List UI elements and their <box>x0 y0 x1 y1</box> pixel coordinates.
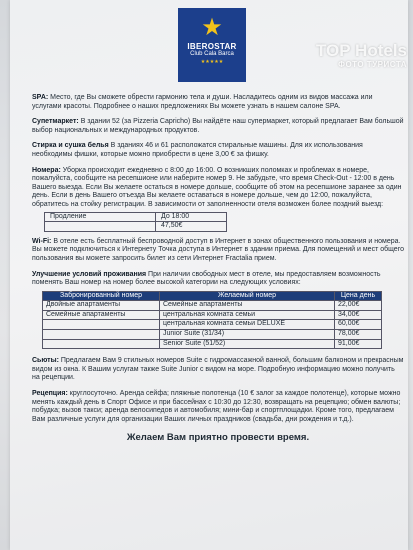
table-row <box>43 339 382 349</box>
table-cell: До 18:00 <box>156 212 227 222</box>
supermarket-text: В здании 52 (за Pizzeria Capricho) Вы найдёте наш супермаркет, который предлагает Вам большой выбор национальных и международных продуктов. <box>32 118 404 134</box>
upgrade-text: При наличии свободных мест в отеле, мы предоставляем возможность поменять Ваш номер на номер более высокой категории на следующих условиях: <box>32 270 381 287</box>
wifi-title: Wi-Fi: <box>32 237 52 245</box>
table-cell: 60,00€ <box>335 320 382 330</box>
table-cell <box>43 330 160 340</box>
table-row <box>45 222 227 232</box>
document-body <box>32 94 404 443</box>
table-cell: 91,00€ <box>335 339 382 349</box>
table-cell <box>43 339 160 349</box>
reception-title: Рецепция: <box>32 390 68 398</box>
info-sheet <box>10 0 408 550</box>
section-suites <box>32 357 404 383</box>
section-wifi <box>32 238 404 264</box>
watermark-title: TOP Hotels <box>315 41 407 60</box>
table-row <box>43 320 382 330</box>
table-row <box>43 301 382 311</box>
closing-message: Желаем Вам приятно провести время. <box>126 432 310 444</box>
suites-title: Сьюты: <box>32 357 59 365</box>
section-supermarket <box>32 118 404 135</box>
table-header: Забронированный номер <box>43 291 160 301</box>
table-cell: Двойные апартаменты <box>43 301 160 311</box>
section-spa <box>32 94 404 111</box>
logo-stars: ★★★★★ <box>200 59 224 65</box>
laundry-title: Стирка и сушка белья <box>32 142 109 150</box>
table-header-row <box>43 291 382 301</box>
section-upgrade <box>32 271 404 288</box>
spa-title: SPA: <box>32 94 49 101</box>
spa-text: Место, где Вы сможете обрести гармонию тела и души. Насладитесь одним из видов массажа или услугами красоты. Подробнее о наших предложениях Вы можете узнать в нашем салоне SPA. <box>32 94 373 110</box>
table-cell: 34,00€ <box>335 310 382 320</box>
table-row <box>43 310 382 320</box>
table-cell: 78,00€ <box>335 330 382 340</box>
section-reception <box>32 390 404 424</box>
table-cell: 47,50€ <box>156 222 227 232</box>
laundry-text: В зданиях 46 и 61 расположатся стиральные машины. Для их использования необходимы фишки, которые можно приобрести в цене 3,00 € за фишку. <box>32 142 363 158</box>
star-icon: ★ <box>201 14 223 41</box>
late-checkout-table <box>44 212 227 232</box>
table-header: Цена день <box>335 291 382 301</box>
supermarket-title: Супетмаркет: <box>32 118 79 126</box>
logo-sub: Club Cala Barca <box>190 51 234 57</box>
table-cell: Семейные апартаменты <box>43 310 160 320</box>
tophotels-watermark <box>316 42 407 69</box>
table-row <box>43 330 382 340</box>
table-cell: Senior Suite (51/52) <box>160 339 335 349</box>
hotel-logo <box>178 8 246 82</box>
suites-text: Предлагаем Вам 9 стильных номеров Suite с гидромассажной ванной, большим балконом и прекрасным видом из окна. К Вашим услугам также Suite Junior с видом на море. Подробную информацию можно получить на рецепции. <box>32 357 404 382</box>
upgrade-table <box>42 291 382 350</box>
section-rooms <box>32 167 404 210</box>
table-cell: центральная комната семьи DELUXE <box>160 320 335 330</box>
logo-brand: IBEROSTAR <box>187 42 237 51</box>
wifi-text: В отеле есть бесплатный беспроводной доступ в Интернет в зонах общественного пользования и номера. Вы можете подключиться к Интернету Точка доступа в Интернет в здании приема. Для помещений и мест общего пользования вы можете запросить билет из сети Интернет Fractalia прием. <box>32 237 404 262</box>
table-cell <box>45 222 156 232</box>
table-cell: Продление <box>45 212 156 222</box>
table-header: Желаемый номер <box>160 291 335 301</box>
watermark-sub: ФОТО ТУРИСТА <box>338 60 407 69</box>
section-laundry <box>32 142 404 159</box>
reception-text: круглосуточно. Аренда сейфа; пляжные полотенца (10 € залог за каждое полотенце), которые можно менять каждый день в Спорт Офисе и при бассейнах с 10:30 до 12:30, возвращать на рецепцию; обмен валюты; побудка; вызов такси; аренда велосипедов и автомобиля; мини-бар и спортплощадки. Кроме того, предлагаем Вам различные услуги для организации Ваших личных праздников (свадьба, дни рождения и т.д.). <box>32 390 401 423</box>
table-row <box>45 212 227 222</box>
table-cell: Семейные апартаменты <box>160 301 335 311</box>
table-cell: Junior Suite (31/34) <box>160 330 335 340</box>
rooms-title: Номера: <box>32 166 61 174</box>
table-cell: центральная комната семьи <box>160 310 335 320</box>
upgrade-title: Улучшение условий проживания <box>32 270 147 278</box>
table-cell: 22,00€ <box>335 301 382 311</box>
rooms-text: Уборка происходит ежедневно с 8:00 до 16:00. О возникших поломках и проблемах в номере, пожалуйста, сообщите на ресепшионе или наберите номер 9. Не забудьте, что время Check-Out - 12:00 в день Вашего выезда. Если Вы желаете остаться в номере дольше, сообщите об этом на ресепшионе заранее за один день. Если в день Вашего отъезда Вы желаете оставаться в номере дольше, чем до 12:00, пожалуйста, обратитесь на стойку регистрации. В зависимости от заполненности отеля возможен более поздний выезд: <box>32 166 402 208</box>
table-cell <box>43 320 160 330</box>
